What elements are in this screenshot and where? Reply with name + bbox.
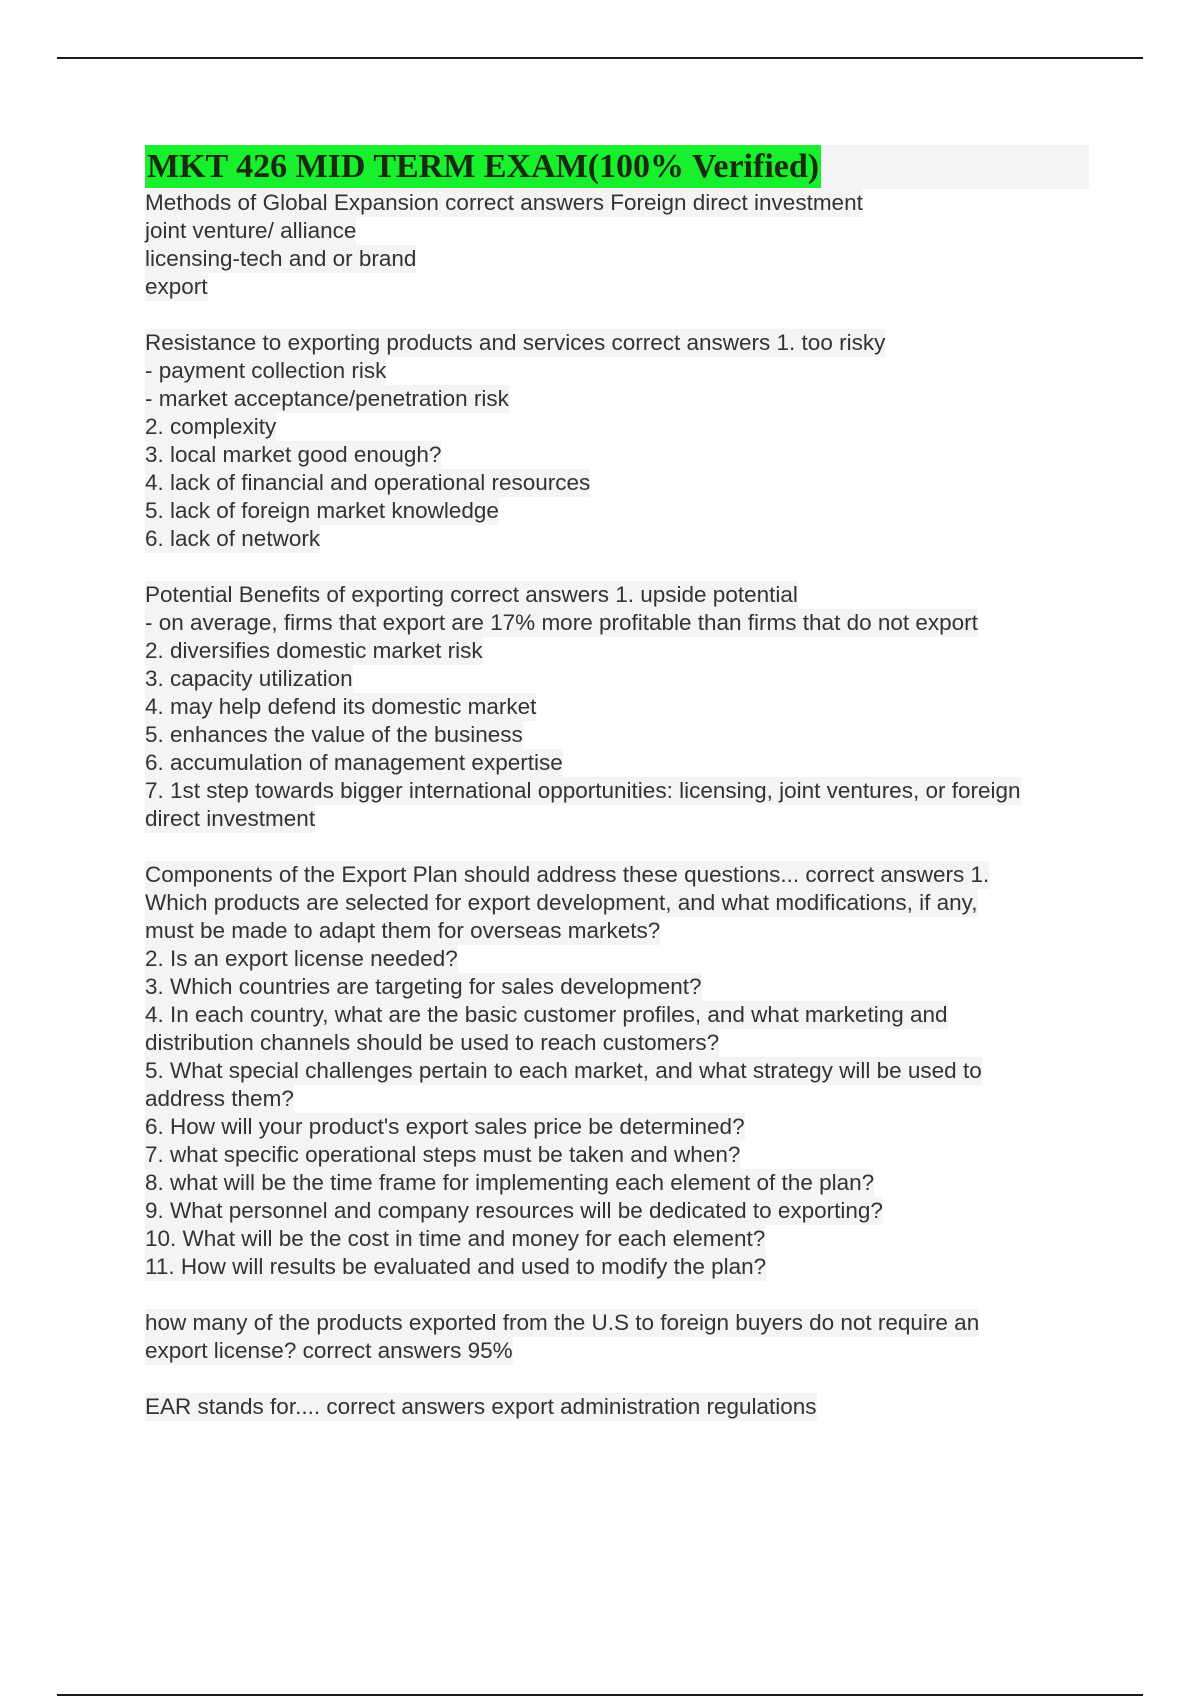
- answer-line: 4. In each country, what are the basic customer profiles, and what marketing and: [145, 1002, 948, 1027]
- document-body: [145, 145, 1089, 1449]
- answer-line: 4. may help defend its domestic market: [145, 694, 537, 719]
- answer-line: 5. enhances the value of the business: [145, 722, 523, 747]
- answer-line: 2. Is an export license needed?: [145, 946, 458, 971]
- answer-line: 10. What will be the cost in time and money for each element?: [145, 1226, 766, 1251]
- answer-line: Which products are selected for export development, and what modifications, if any,: [145, 890, 978, 915]
- title-band: [145, 145, 1089, 189]
- answer-line: 5. lack of foreign market knowledge: [145, 498, 499, 523]
- answer-line: 6. lack of network: [145, 526, 321, 551]
- answer-line: distribution channels should be used to reach customers?: [145, 1030, 720, 1055]
- answer-line: - payment collection risk: [145, 358, 387, 383]
- qa-section: [145, 1309, 1089, 1365]
- answer-line: 6. accumulation of management expertise: [145, 750, 563, 775]
- qa-section: [145, 189, 1089, 301]
- qa-sections: [145, 189, 1089, 1421]
- question-line: Components of the Export Plan should address these questions... correct answers 1.: [145, 862, 990, 887]
- qa-section: [145, 329, 1089, 553]
- question-line: how many of the products exported from the U.S to foreign buyers do not require an: [145, 1310, 980, 1335]
- answer-line: 11. How will results be evaluated and used to modify the plan?: [145, 1254, 767, 1279]
- document-title: MKT 426 MID TERM EXAM(100% Verified): [145, 145, 821, 188]
- answer-line: export license? correct answers 95%: [145, 1338, 513, 1363]
- answer-line: 3. local market good enough?: [145, 442, 442, 467]
- answer-line: direct investment: [145, 806, 316, 831]
- qa-section: [145, 581, 1089, 833]
- answer-line: joint venture/ alliance: [145, 218, 357, 243]
- answer-line: 6. How will your product's export sales price be determined?: [145, 1114, 745, 1139]
- answer-line: 3. capacity utilization: [145, 666, 353, 691]
- answer-line: address them?: [145, 1086, 294, 1111]
- answer-line: must be made to adapt them for overseas markets?: [145, 918, 661, 943]
- top-rule: [57, 57, 1143, 59]
- answer-line: 8. what will be the time frame for implementing each element of the plan?: [145, 1170, 875, 1195]
- qa-section: [145, 861, 1089, 1281]
- answer-line: export: [145, 274, 208, 299]
- question-line: Methods of Global Expansion correct answers Foreign direct investment: [145, 190, 863, 215]
- answer-line: 2. complexity: [145, 414, 277, 439]
- answer-line: 9. What personnel and company resources will be dedicated to exporting?: [145, 1198, 883, 1223]
- answer-line: 7. what specific operational steps must be taken and when?: [145, 1142, 741, 1167]
- answer-line: - on average, firms that export are 17% more profitable than firms that do not export: [145, 610, 978, 635]
- answer-line: 3. Which countries are targeting for sales development?: [145, 974, 702, 999]
- question-line: Resistance to exporting products and services correct answers 1. too risky: [145, 330, 886, 355]
- answer-line: licensing-tech and or brand: [145, 246, 417, 271]
- bottom-rule: [57, 1694, 1143, 1696]
- question-line: Potential Benefits of exporting correct answers 1. upside potential: [145, 582, 798, 607]
- answer-line: - market acceptance/penetration risk: [145, 386, 509, 411]
- qa-section: [145, 1393, 1089, 1421]
- answer-line: 7. 1st step towards bigger international opportunities: licensing, joint ventures, or foreign: [145, 778, 1021, 803]
- question-line: EAR stands for.... correct answers export administration regulations: [145, 1394, 817, 1419]
- answer-line: 4. lack of financial and operational resources: [145, 470, 591, 495]
- answer-line: 2. diversifies domestic market risk: [145, 638, 483, 663]
- answer-line: 5. What special challenges pertain to each market, and what strategy will be used to: [145, 1058, 982, 1083]
